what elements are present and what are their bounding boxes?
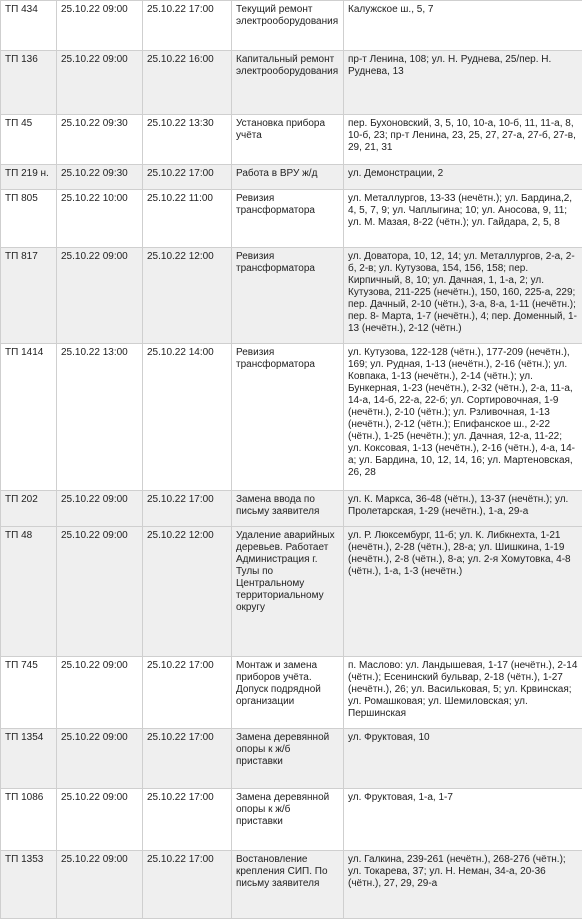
substation-cell: ТП 1354	[1, 729, 57, 789]
end-time-cell: 25.10.22 16:00	[143, 51, 232, 115]
substation-cell: ТП 817	[1, 248, 57, 344]
table-row	[1, 190, 582, 248]
work-description-cell: Монтаж и замена приборов учёта. Допуск подрядной организации	[232, 657, 344, 729]
table-row	[1, 851, 582, 919]
start-time-cell: 25.10.22 09:00	[57, 527, 143, 657]
addresses-cell: ул. Металлургов, 13-33 (нечётн.); ул. Бардина,2, 4, 5, 7, 9; ул. Чаплыгина; 10; ул. Аносова, 9, 11; ул. М. Мазая, 8-22 (чётн.); ул. Гайдара, 2, 5, 8	[344, 190, 582, 248]
start-time-cell: 25.10.22 09:00	[57, 1, 143, 51]
addresses-cell: ул. Доватора, 10, 12, 14; ул. Металлургов, 2-а, 2-б, 2-в; ул. Кутузова, 154, 156, 158; пер. Кирпичный, 8, 10; ул. Дачная, 1, 1-а, 2; ул. Кутузова, 211-225 (нечётн.), 150, 160, 225-а, 229; пер. Дачный, 2-10 (чётн.), 3-а, 8-а, 1-11 (нечётн.); пер. 8- Марта, 1-7 (нечётн.), 4; пер. Доменный, 1-13 (нечётн.), 2-12 (чётн.)	[344, 248, 582, 344]
work-description-cell: Работа в ВРУ ж/д	[232, 165, 344, 190]
work-description-cell: Ревизия трансформатора	[232, 248, 344, 344]
addresses-cell: пр-т Ленина, 108; ул. Н. Руднева, 25/пер. Н. Руднева, 13	[344, 51, 582, 115]
substation-cell: ТП 805	[1, 190, 57, 248]
work-description-cell: Капитальный ремонт электрооборудования	[232, 51, 344, 115]
work-description-cell: Замена деревянной опоры к ж/б приставки	[232, 729, 344, 789]
end-time-cell: 25.10.22 12:00	[143, 248, 232, 344]
table-row	[1, 527, 582, 657]
table-row	[1, 657, 582, 729]
end-time-cell: 25.10.22 17:00	[143, 1, 232, 51]
work-description-cell: Замена деревянной опоры к ж/б приставки	[232, 789, 344, 851]
work-description-cell: Текущий ремонт электрооборудования	[232, 1, 344, 51]
table-row	[1, 1, 582, 51]
addresses-cell: ул. Фруктовая, 1-а, 1-7	[344, 789, 582, 851]
work-description-cell: Востановление крепления СИП. По письму заявителя	[232, 851, 344, 919]
addresses-cell: ул. Демонстрации, 2	[344, 165, 582, 190]
work-description-cell: Ревизия трансформатора	[232, 344, 344, 491]
addresses-cell: ул. Кутузова, 122-128 (чётн.), 177-209 (нечётн.), 169; ул. Рудная, 1-13 (нечётн.), 2-16 (чётн.); ул. Ковпака, 1-13 (нечётн.), 2-14 (чётн.); ул. Бункерная, 1-23 (нечётн.), 2-32 (чётн.), 2-а, 11-а, 14-а, 14-б, 22-а, 22-б; ул. Сортировочная, 1-9 (нечётн.), 2-10 (чётн.); ул. Рзливочная, 1-13 (нечётн.), 2-12 (чётн.); Епифанское ш., 2-22 (чётн.), 1-25 (нечётн.); ул. Дачная, 12-а, 11-22; ул. Коксовая, 1-13 (нечётн.), 2-16 (чётн.), 4-а, 14-а; ул. Бардина, 10, 12, 14, 16; ул. Мартеновская, 26, 28	[344, 344, 582, 491]
addresses-cell: ул. Р. Люксембург, 11-б; ул. К. Либкнехта, 1-21 (нечётн.), 2-28 (чётн.), 28-а; ул. Шишкина, 1-19 (нечётн.), 2-8 (чётн.), 8-а; ул. 2-я Хомутовка, 4-8 (чётн.), 1-а, 1-3 (нечётн.)	[344, 527, 582, 657]
end-time-cell: 25.10.22 17:00	[143, 789, 232, 851]
substation-cell: ТП 1353	[1, 851, 57, 919]
substation-cell: ТП 1086	[1, 789, 57, 851]
substation-cell: ТП 45	[1, 115, 57, 165]
substation-cell: ТП 202	[1, 491, 57, 527]
work-description-cell: Замена ввода по письму заявителя	[232, 491, 344, 527]
end-time-cell: 25.10.22 17:00	[143, 491, 232, 527]
end-time-cell: 25.10.22 17:00	[143, 165, 232, 190]
start-time-cell: 25.10.22 10:00	[57, 190, 143, 248]
substation-cell: ТП 48	[1, 527, 57, 657]
end-time-cell: 25.10.22 17:00	[143, 851, 232, 919]
substation-cell: ТП 434	[1, 1, 57, 51]
start-time-cell: 25.10.22 09:30	[57, 165, 143, 190]
work-description-cell: Установка прибора учёта	[232, 115, 344, 165]
start-time-cell: 25.10.22 09:00	[57, 851, 143, 919]
substation-cell: ТП 1414	[1, 344, 57, 491]
start-time-cell: 25.10.22 13:00	[57, 344, 143, 491]
addresses-cell: пер. Бухоновский, 3, 5, 10, 10-а, 10-б, 11, 11-а, 8, 10-б, 23; пр-т Ленина, 23, 25, 27, 27-а, 27-б, 27-в, 29, 21, 31	[344, 115, 582, 165]
addresses-cell: ул. Фруктовая, 10	[344, 729, 582, 789]
addresses-cell: Калужское ш., 5, 7	[344, 1, 582, 51]
start-time-cell: 25.10.22 09:00	[57, 657, 143, 729]
start-time-cell: 25.10.22 09:30	[57, 115, 143, 165]
table-row	[1, 729, 582, 789]
start-time-cell: 25.10.22 09:00	[57, 491, 143, 527]
substation-cell: ТП 745	[1, 657, 57, 729]
table-row	[1, 344, 582, 491]
table-row	[1, 165, 582, 190]
addresses-cell: ул. Галкина, 239-261 (нечётн.), 268-276 (чётн.); ул. Токарева, 37; ул. Н. Неман, 34-а, 20-36 (чётн.), 27, 29, 29-а	[344, 851, 582, 919]
work-description-cell: Удаление аварийных деревьев. Работает Администрация г. Тулы по Центральному территориальному округу	[232, 527, 344, 657]
addresses-cell: ул. К. Маркса, 36-48 (чётн.), 13-37 (нечётн.); ул. Пролетарская, 1-29 (нечётн.), 1-а, 29-а	[344, 491, 582, 527]
substation-cell: ТП 219 н.	[1, 165, 57, 190]
table-row	[1, 51, 582, 115]
table-row	[1, 115, 582, 165]
work-description-cell: Ревизия трансформатора	[232, 190, 344, 248]
start-time-cell: 25.10.22 09:00	[57, 729, 143, 789]
end-time-cell: 25.10.22 13:30	[143, 115, 232, 165]
start-time-cell: 25.10.22 09:00	[57, 248, 143, 344]
end-time-cell: 25.10.22 14:00	[143, 344, 232, 491]
end-time-cell: 25.10.22 17:00	[143, 729, 232, 789]
end-time-cell: 25.10.22 17:00	[143, 657, 232, 729]
substation-cell: ТП 136	[1, 51, 57, 115]
end-time-cell: 25.10.22 11:00	[143, 190, 232, 248]
start-time-cell: 25.10.22 09:00	[57, 789, 143, 851]
addresses-cell: п. Маслово: ул. Ландышевая, 1-17 (нечётн.), 2-14 (чётн.); Есенинский бульвар, 2-18 (чётн.), 1-27 (нечётн.), 26; ул. Васильковая, 5; ул. Крвинская; ул. Ромашковая; ул. Шемиловская; ул. Першинская	[344, 657, 582, 729]
end-time-cell: 25.10.22 12:00	[143, 527, 232, 657]
table-row	[1, 248, 582, 344]
table-row	[1, 789, 582, 851]
table-row	[1, 491, 582, 527]
start-time-cell: 25.10.22 09:00	[57, 51, 143, 115]
